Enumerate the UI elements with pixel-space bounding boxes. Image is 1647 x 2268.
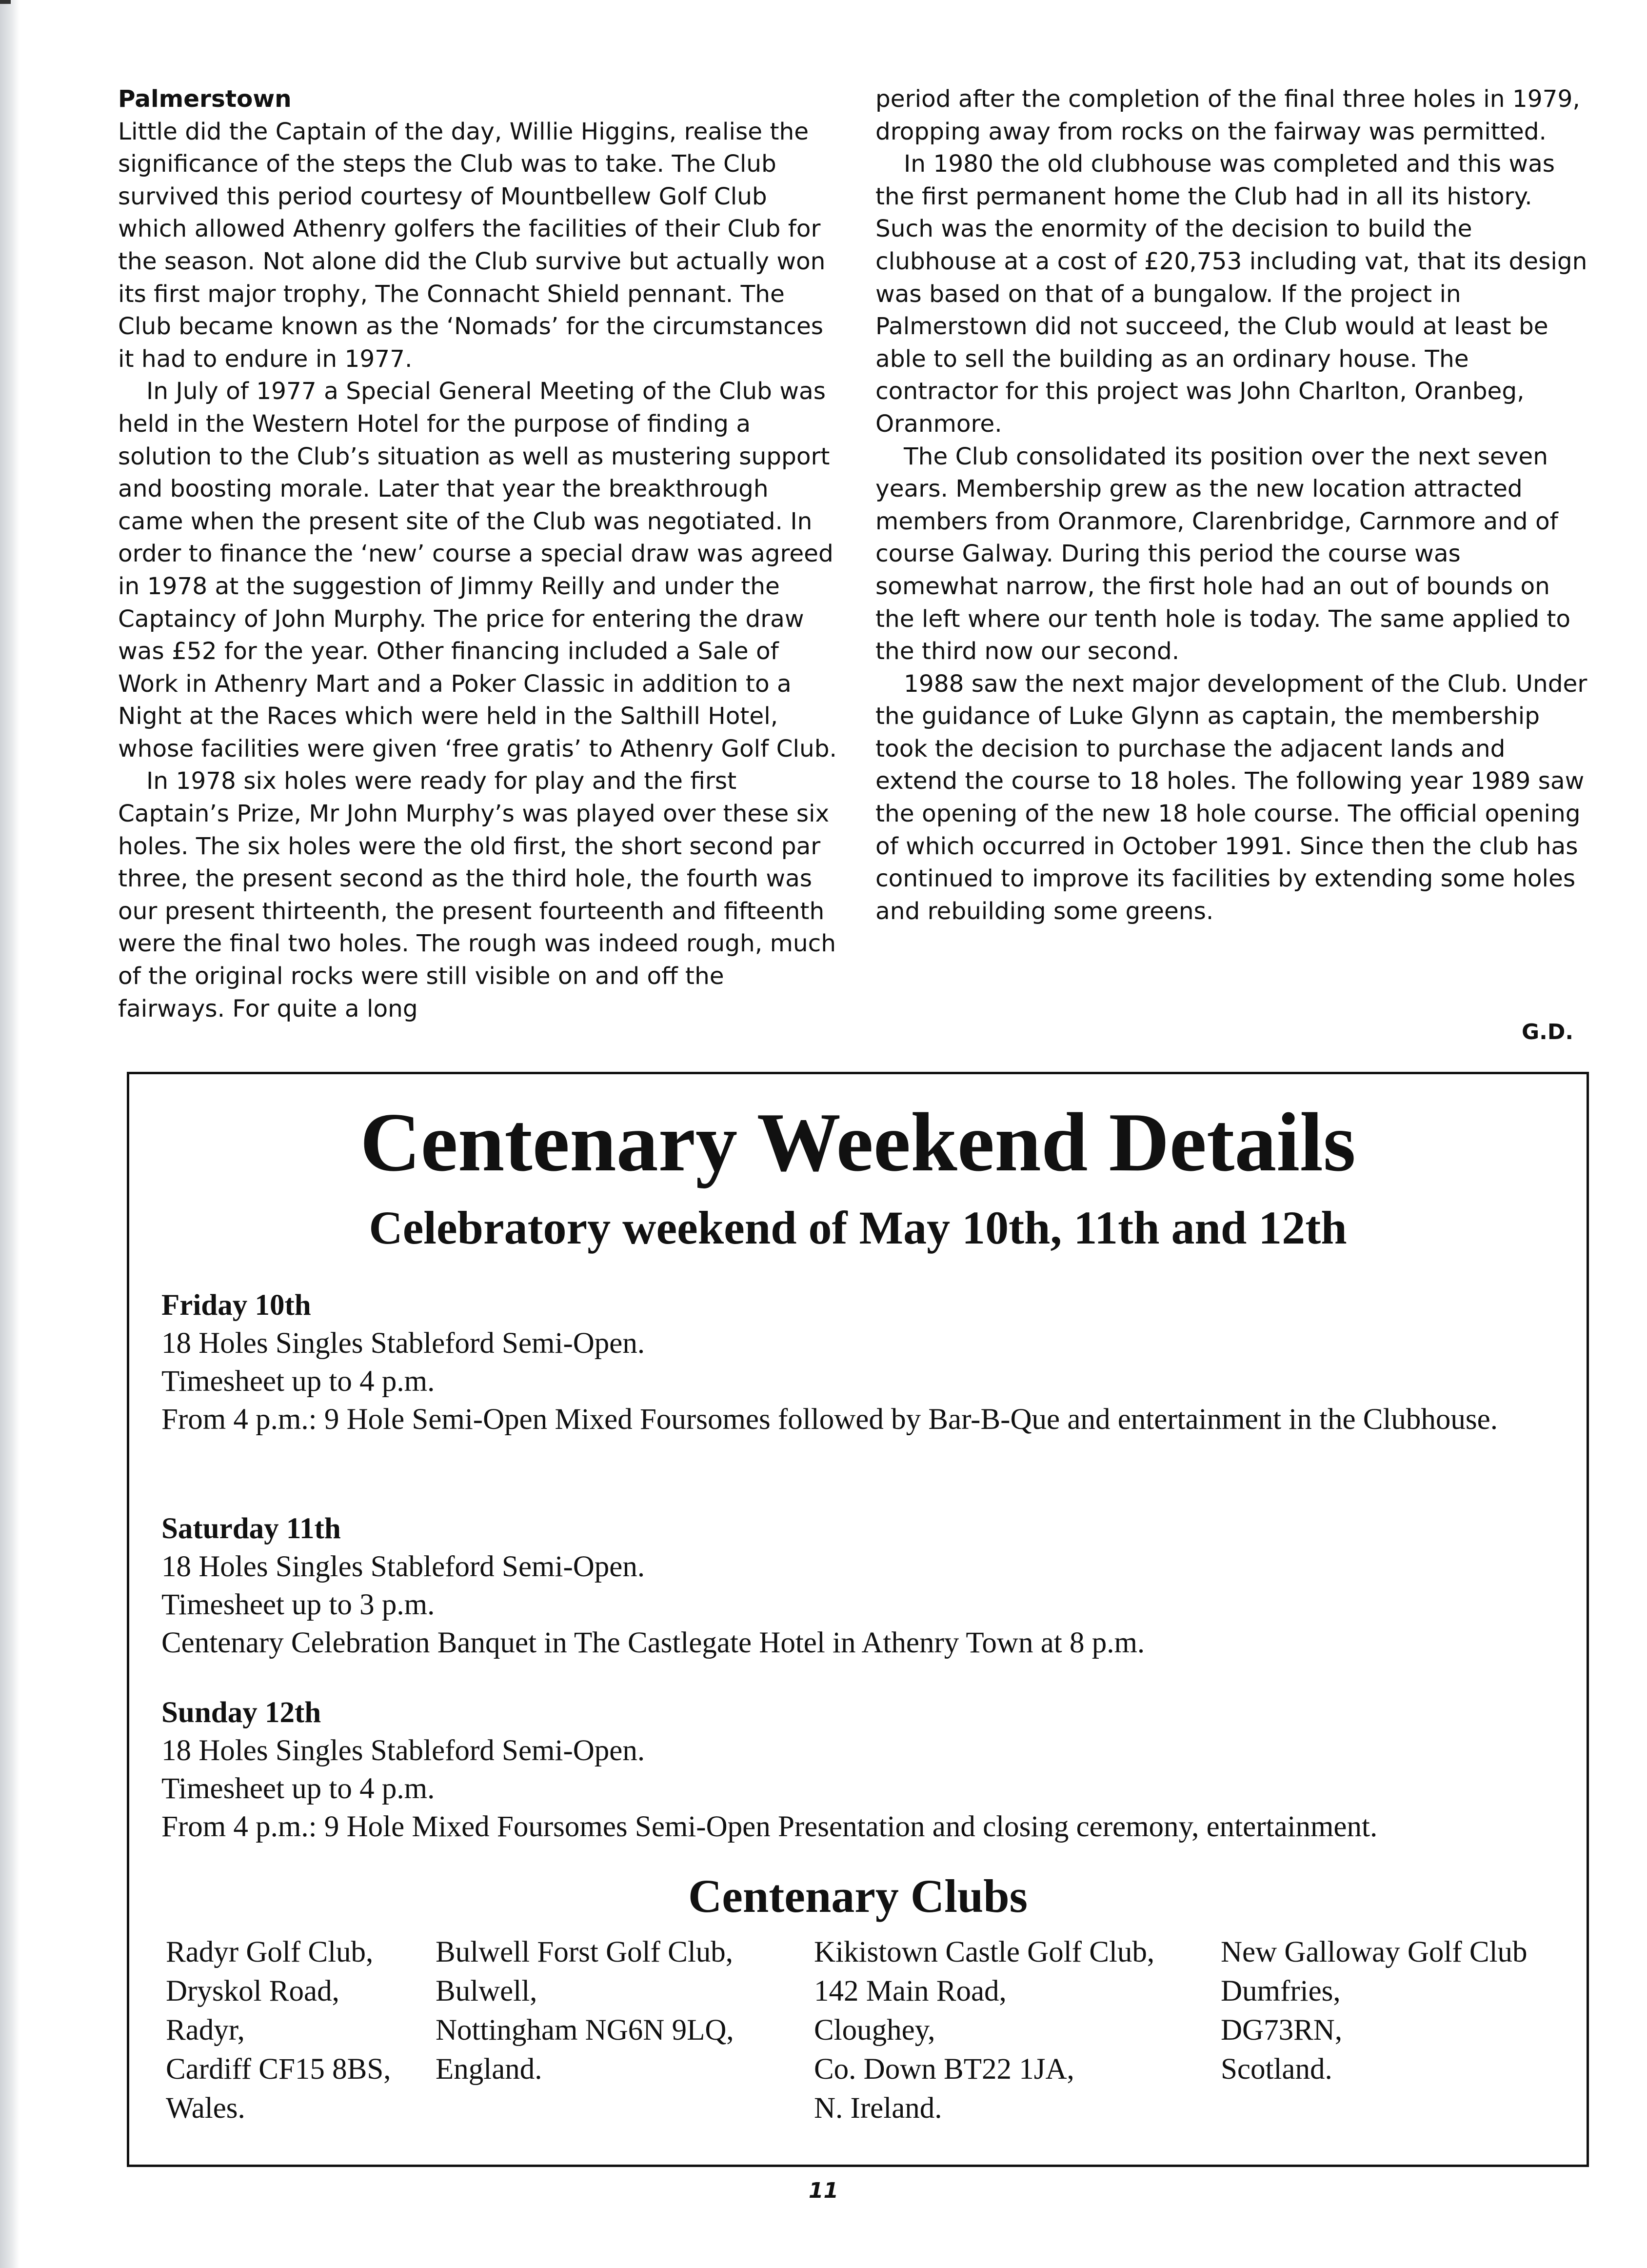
club-address-bulwell: [436, 1933, 734, 2089]
address-line: New Galloway Golf Club: [1221, 1936, 1528, 1968]
address-line: Cloughey,: [814, 2014, 935, 2047]
schedule-line: Timesheet up to 4 p.m.: [161, 1772, 435, 1805]
centenary-details-box: [127, 1072, 1589, 2167]
scan-corner-mark: [0, 0, 11, 4]
schedule-line: Timesheet up to 4 p.m.: [161, 1365, 435, 1398]
page-number: 11: [808, 2178, 839, 2203]
day-schedule-sunday: [161, 1694, 1556, 1846]
details-subtitle: Celebratory weekend of May 10th, 11th and 12th: [369, 1202, 1347, 1254]
article-column-left: [118, 83, 837, 1025]
day-schedule-saturday: [161, 1510, 1556, 1662]
schedule-line: Timesheet up to 3 p.m.: [161, 1588, 435, 1621]
clubs-title: Centenary Clubs: [688, 1870, 1028, 1922]
address-line: Dumfries,: [1221, 1975, 1341, 2007]
article-paragraph: 1988 saw the next major development of the Club. Under the guidance of Luke Glynn as captain, the membership took the decision to purchase the adjacent lands and extend the course to 18 holes. The following year 1989 saw the opening of the new 18 hole course. The official opening of which occurred in October 1991. Since then the club has continued to improve its facilities by extending some holes and rebuilding some greens.: [875, 670, 1587, 925]
schedule-line: 18 Holes Singles Stableford Semi-Open.: [161, 1327, 645, 1360]
address-line: N. Ireland.: [814, 2092, 942, 2125]
day-schedule-friday: [161, 1286, 1556, 1439]
address-line: Bulwell Forst Golf Club,: [436, 1936, 734, 1968]
article-paragraph: period after the completion of the final three holes in 1979, dropping away from rocks on the fairway was permitted.: [875, 85, 1580, 145]
scan-edge-shadow: [0, 0, 20, 2268]
article-paragraph: In July of 1977 a Special General Meeting of the Club was held in the Western Hotel for the purpose of finding a solution to the Club’s situation as well as mustering support and boosting morale. Later that year the breakthrough came when the present site of the Club was negotiated. In order to finance the ‘new’ course a special draw was agreed in 1978 at the suggestion of Jimmy Reilly and under the Captaincy of John Murphy. The price for entering the draw was £52 for the year. Other financing included a Sale of Work in Athenry Mart and a Poker Classic in addition to a Night at the Races which were held in the Salthill Hotel, whose facilities were given ‘free gratis’ to Athenry Golf Club.: [118, 378, 837, 763]
address-line: Scotland.: [1221, 2053, 1332, 2086]
schedule-line: Centenary Celebration Banquet in The Castlegate Hotel in Athenry Town at 8 p.m.: [161, 1626, 1145, 1659]
schedule-line: 18 Holes Singles Stableford Semi-Open.: [161, 1734, 645, 1767]
address-line: Radyr Golf Club,: [166, 1936, 374, 1968]
details-title: Centenary Weekend Details: [360, 1096, 1356, 1189]
address-line: Kikistown Castle Golf Club,: [814, 1936, 1155, 1968]
article-paragraph: In 1978 six holes were ready for play and the first Captain’s Prize, Mr John Murphy’s was played over these six holes. The six holes were the old first, the short second par three, the present second as the third hole, the fourth was our present thirteenth, the present fourteenth and fifteenth were the final two holes. The rough was indeed rough, much of the original rocks were still visible on and off the fairways. For quite a long: [118, 767, 836, 1023]
author-signature: G.D.: [1522, 1020, 1574, 1044]
address-line: Cardiff CF15 8BS,: [166, 2053, 391, 2086]
article-paragraph: Little did the Captain of the day, Willie Higgins, realise the significance of the steps the Club was to take. The Club survived this period courtesy of Mountbellew Golf Club which allowed Athenry golfers the facilities of their Club for the season. Not alone did the Club survive but actually won its first major trophy, The Connacht Shield pennant. The Club became known as the ‘Nomads’ for the circumstances it had to endure in 1977.: [118, 118, 826, 373]
club-address-kikistown: [814, 1933, 1154, 2128]
address-line: Co. Down BT22 1JA,: [814, 2053, 1074, 2086]
article-paragraph: In 1980 the old clubhouse was completed and this was the first permanent home the Club had in all its history. Such was the enormity of the decision to build the clubhouse at a cost of £20,753 including vat, that its design was based on that of a bungalow. If the project in Palmerstown did not succeed, the Club would at least be able to sell the building as an ordinary house. The contractor for this project was John Charlton, Oranbeg, Oranmore.: [875, 150, 1587, 438]
club-address-new-galloway: [1221, 1933, 1528, 2089]
address-line: Bulwell,: [436, 1975, 537, 2007]
day-name: Saturday 11th: [161, 1512, 341, 1545]
section-subheading: Palmerstown: [118, 85, 292, 113]
address-line: 142 Main Road,: [814, 1975, 1007, 2007]
address-line: Wales.: [166, 2092, 245, 2125]
schedule-line: 18 Holes Singles Stableford Semi-Open.: [161, 1550, 645, 1583]
article-column-right: [875, 83, 1587, 927]
address-line: DG73RN,: [1221, 2014, 1343, 2047]
schedule-line: From 4 p.m.: 9 Hole Mixed Foursomes Semi-Open Presentation and closing ceremony, entertainment.: [161, 1810, 1378, 1843]
address-line: Radyr,: [166, 2014, 245, 2047]
day-name: Friday 10th: [161, 1289, 311, 1322]
address-line: Dryskol Road,: [166, 1975, 339, 2007]
schedule-line: From 4 p.m.: 9 Hole Semi-Open Mixed Foursomes followed by Bar-B-Que and entertainment in the Clubhouse.: [161, 1403, 1498, 1436]
address-line: Nottingham NG6N 9LQ,: [436, 2014, 734, 2047]
article-paragraph: The Club consolidated its position over the next seven years. Membership grew as the new location attracted members from Oranmore, Clarenbridge, Carnmore and of course Galway. During this period the course was somewhat narrow, the first hole had an out of bounds on the left where our tenth hole is today. The same applied to the third now our second.: [875, 442, 1571, 665]
day-name: Sunday 12th: [161, 1696, 321, 1729]
club-address-radyr: [166, 1933, 391, 2128]
address-line: England.: [436, 2053, 542, 2086]
